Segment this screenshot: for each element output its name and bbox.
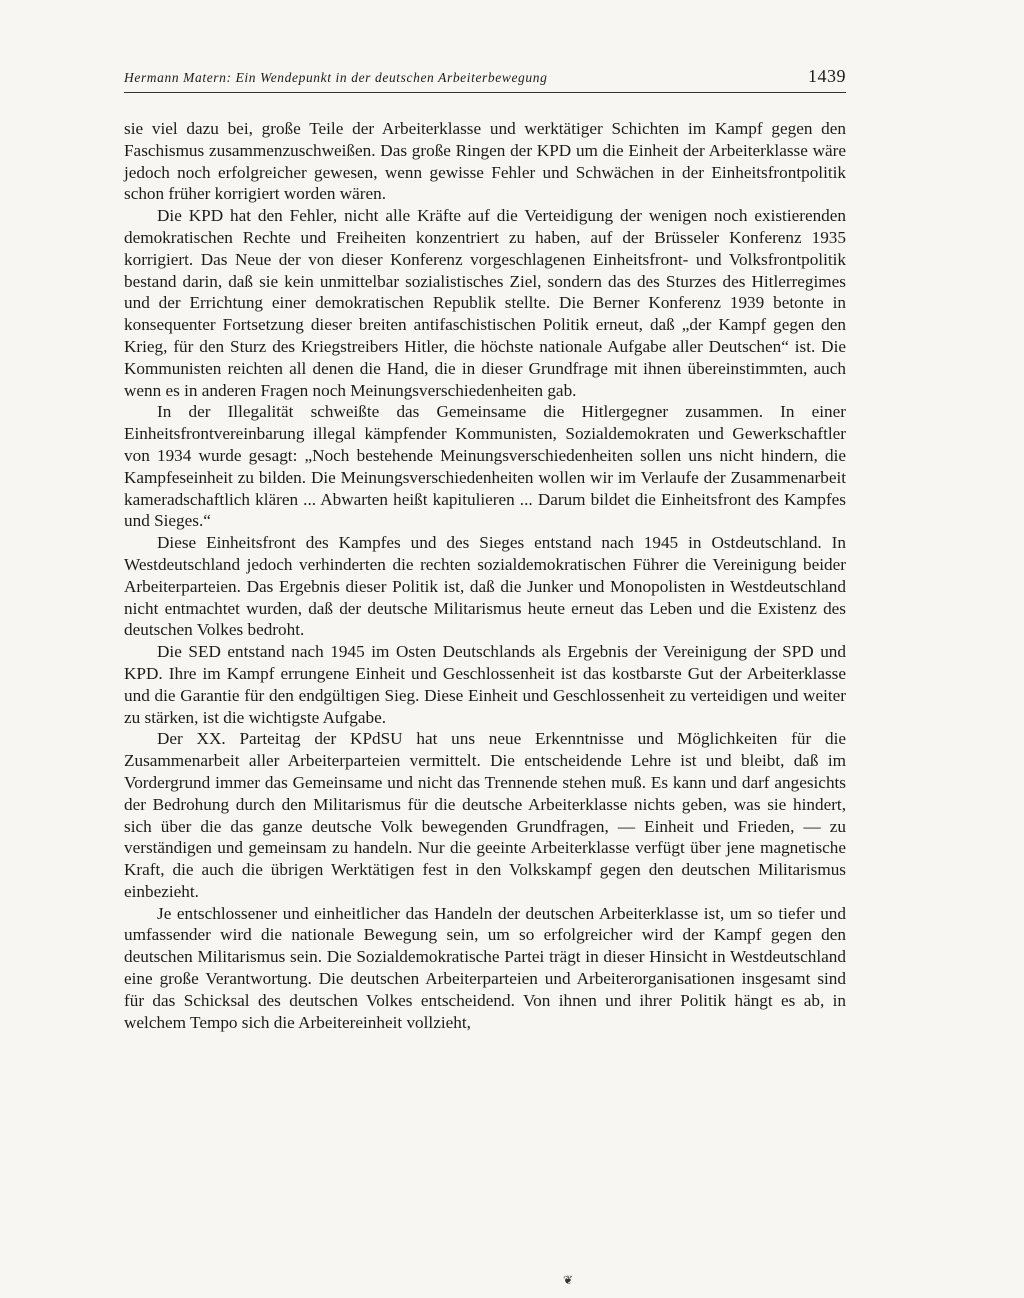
paragraph: sie viel dazu bei, große Teile der Arbeiterklasse und werktätiger Schichten im Kampf gegen den Faschismus zusammenzuschweißen. Das große Ringen der KPD um die Einheit der Arbeiterklasse wäre jedoch noch erfolgreicher gewesen, wenn gewisse Fehler und Schwächen in der Einheitsfrontpolitik schon früher korrigiert worden wären.: [124, 119, 846, 204]
paragraph: Die KPD hat den Fehler, nicht alle Kräfte auf die Verteidigung der wenigen noch existierenden demokratischen Rechte und Freiheiten konzentriert zu haben, auf der Brüsseler Konferenz 1935 korrigiert. Das Neue der von dieser Konferenz vorgeschlagenen Einheitsfront- und Volksfrontpolitik bestand darin, daß sie kein unmittelbar sozialistisches Ziel, sondern das des Sturzes des Hitlerregimes und der Errichtung einer demokratischen Republik stellte. Die Berner Konferenz 1939 betonte in konsequenter Fortsetzung dieser breiten antifaschistischen Politik erneut, daß „der Kampf gegen den Krieg, für den Sturz des Kriegstreibers Hitler, die höchste nationale Aufgabe aller Deutschen“ ist. Die Kommunisten reichten all denen die Hand, die in dieser Grundfrage mit ihnen übereinstimmten, auch wenn es in anderen Fragen noch Meinungsverschiedenheiten gab.: [124, 206, 846, 400]
body-text: [124, 118, 846, 1033]
paragraph: Der XX. Parteitag der KPdSU hat uns neue Erkenntnisse und Möglichkeiten für die Zusammenarbeit aller Arbeiterparteien vermittelt. Die entscheidende Lehre ist und bleibt, daß im Vordergrund immer das Gemeinsame und nicht das Trennende stehen muß. Es kann und darf angesichts der Bedrohung durch den Militarismus für die deutsche Arbeiterklasse nichts geben, was sie hindert, sich über die das ganze deutsche Volk bewegenden Grundfragen, — Einheit und Frieden, — zu verständigen und gemeinsam zu handeln. Nur die geeinte Arbeiterklasse verfügt über jene magnetische Kraft, die auch die übrigen Werktätigen fest in den Volkskampf gegen den deutschen Militarismus einbezieht.: [124, 729, 846, 901]
header-rule: [124, 92, 846, 93]
footer-mark: ❦: [563, 1273, 574, 1287]
running-title: Hermann Matern: Ein Wendepunkt in der deutschen Arbeiterbewegung: [124, 70, 548, 85]
paragraph: Je entschlossener und einheitlicher das Handeln der deutschen Arbeiterklasse ist, um so tiefer und umfassender wird die nationale Bewegung sein, um so erfolgreicher wird der Kampf gegen den deutschen Militarismus sein. Die Sozialdemokratische Partei trägt in dieser Hinsicht in Westdeutschland eine große Verantwortung. Die deutschen Arbeiterparteien und Arbeiterorganisationen insgesamt sind für das Schicksal des deutschen Volkes entscheidend. Von ihnen und ihrer Politik hängt es ab, in welchem Tempo sich die Arbeitereinheit vollzieht,: [124, 903, 846, 1032]
running-header: [124, 66, 846, 88]
paragraph: Diese Einheitsfront des Kampfes und des Sieges entstand nach 1945 in Ostdeutschland. In Westdeutschland jedoch verhinderten die rechten sozialdemokratischen Führer die Vereinigung beider Arbeiterparteien. Das Ergebnis dieser Politik ist, daß die Junker und Monopolisten in Westdeutschland nicht entmachtet wurden, daß der deutsche Militarismus heute erneut das Leben und die Existenz des deutschen Volkes bedroht.: [124, 533, 846, 640]
paragraph: Die SED entstand nach 1945 im Osten Deutschlands als Ergebnis der Vereinigung der SPD und KPD. Ihre im Kampf errungene Einheit und Geschlossenheit ist das kostbarste Gut der Arbeiterklasse und die Garantie für den endgültigen Sieg. Diese Einheit und Geschlossenheit zu verteidigen und weiter zu stärken, ist die wichtigste Aufgabe.: [124, 642, 846, 727]
paragraph: In der Illegalität schweißte das Gemeinsame die Hitlergegner zusammen. In einer Einheitsfrontvereinbarung illegal kämpfender Kommunisten, Sozialdemokraten und Gewerkschaftler von 1934 wurde gesagt: „Noch bestehende Meinungsverschiedenheiten sollen uns nicht hindern, die Kampfeseinheit zu bilden. Die Meinungsverschiedenheiten wollen wir im Verlaufe der Zusammenarbeit kameradschaftlich klären ... Abwarten heißt kapitulieren ... Darum bildet die Einheitsfront des Kampfes und Sieges.“: [124, 402, 846, 531]
page-number: 1439: [808, 66, 846, 86]
